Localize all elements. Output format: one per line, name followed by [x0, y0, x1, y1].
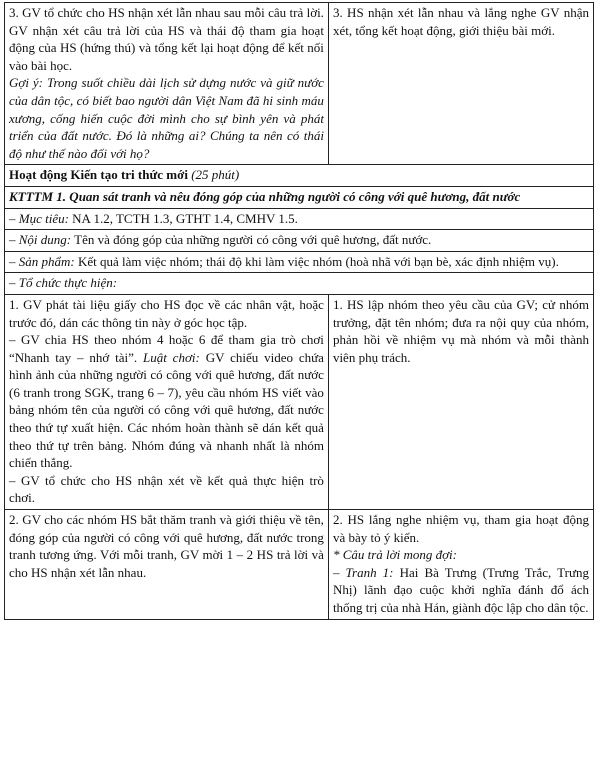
paragraph: – GV tổ chức cho HS nhận xét về kết quả thực hiện trò chơi. [9, 472, 324, 506]
hint-paragraph: Gợi ý: Trong suốt chiều dài lịch sử dựng nước và giữ nước của dân tộc, có biết bao người dân Việt Nam đã hi sinh máu xương, cống hiến cuộc đời mình cho sự bình yên và phát triển của đất nước. Đó là những ai? Chúng ta nên có thái độ như thế nào đối với họ? [9, 75, 324, 161]
paragraph: 3. HS nhận xét lẫn nhau và lắng nghe GV nhận xét, tổng kết hoạt động, giới thiệu bài mới. [332, 5, 589, 38]
game-rule-label: Luật chơi: [142, 349, 200, 365]
info-cell-organization [5, 273, 594, 295]
info-text: Kết quả làm việc nhóm; thái độ khi làm việc nhóm (hoà nhã với bạn bè, xác định nhiệm vụ). [77, 253, 559, 269]
student-activity-cell [328, 3, 593, 165]
info-row [5, 273, 594, 295]
paragraph: 1. HS lập nhóm theo yêu cầu của GV; cử nhóm trưởng, đặt tên nhóm; đưa ra nội quy của nhóm, phản hồi về nhiệm vụ mà nhóm và mỗi thành viên phụ trách. [332, 296, 589, 365]
subheading-cell [5, 186, 594, 208]
game-intro: – GV chia HS theo nhóm 4 hoặc 6 để tham gia trò chơi “Nhanh tay – nhớ tài”. [9, 332, 324, 365]
section-heading-title: Hoạt động Kiến tạo tri thức mới [9, 167, 188, 183]
info-text: Tên và đóng góp của những người có công với quê hương, đất nước. [74, 232, 432, 248]
info-label: – Mục tiêu: [9, 210, 69, 226]
table-row [5, 294, 594, 509]
section-heading-cell [5, 165, 594, 187]
paragraph: 2. GV cho các nhóm HS bắt thăm tranh và giới thiệu về tên, đóng góp của người có công với quê hương, đất nước trong tranh tương ứng. Với mỗi tranh, GV mời 1 – 2 HS trả lời và cho HS nhận xét lẫn nhau. [9, 512, 324, 580]
info-row [5, 251, 594, 273]
picture-label: – Tranh 1: [332, 564, 394, 580]
picture-answer: Hai Bà Trưng (Trưng Trắc, Trưng Nhị) lãnh đạo cuộc khởi nghĩa đánh đổ ách thống trị của nhà Hán, giành độc lập cho dân tộc. [332, 564, 590, 615]
teacher-activity-cell [5, 294, 329, 509]
student-activity-cell [328, 510, 593, 620]
game-rule-text: GV chiếu video chứa hình ảnh của những người có công với quê hương, đất nước (6 tranh trong SGK, trang 6 – 7), yêu cầu nhóm HS viết vào bảng nhóm tên của người có công với quê hương, đất nước theo thứ tự xuất hiện. Các nhóm hoàn thành sẽ dán kết quả theo thứ tự trên bảng. Nhóm đúng và nhanh nhất là nhóm chiến thắng. [9, 349, 324, 471]
info-cell-content [5, 230, 594, 252]
subheading-row [5, 186, 594, 208]
paragraph: 2. HS lắng nghe nhiệm vụ, tham gia hoạt động và bày tỏ ý kiến. [332, 512, 589, 545]
teacher-activity-cell [5, 510, 329, 620]
paragraph [9, 331, 324, 472]
section-heading-duration: (25 phút) [191, 167, 240, 183]
table-row [5, 3, 594, 165]
teacher-activity-cell [5, 3, 329, 165]
paragraph: 3. GV tổ chức cho HS nhận xét lẫn nhau sau mỗi câu trả lời. GV nhận xét câu trả lời của HS và thái độ tham gia hoạt động của HS (hứng thú) và tổng kết lại hoạt động để kết nối vào bài học. [9, 5, 324, 73]
info-label: – Tổ chức thực hiện: [9, 275, 118, 291]
lesson-plan-table [4, 2, 594, 620]
info-row [5, 208, 594, 230]
paragraph [333, 564, 589, 617]
student-activity-cell [328, 294, 593, 509]
table-row [5, 510, 594, 620]
subheading-text: KTTTM 1. Quan sát tranh và nêu đóng góp của những người có công với quê hương, đất nước [9, 188, 521, 204]
paragraph: 1. GV phát tài liệu giấy cho HS đọc về các nhân vật, hoặc trước đó, dán các thông tin này ở góc học tập. [9, 296, 324, 330]
info-cell-product [5, 251, 594, 273]
info-label: – Sản phẩm: [9, 253, 75, 269]
info-row [5, 230, 594, 252]
info-cell-objectives [5, 208, 594, 230]
section-heading-row [5, 165, 594, 187]
info-text: NA 1.2, TCTH 1.3, GTHT 1.4, CMHV 1.5. [72, 210, 298, 226]
info-label: – Nội dung: [9, 232, 72, 248]
expected-answer-label: * Câu trả lời mong đợi: [332, 547, 457, 563]
